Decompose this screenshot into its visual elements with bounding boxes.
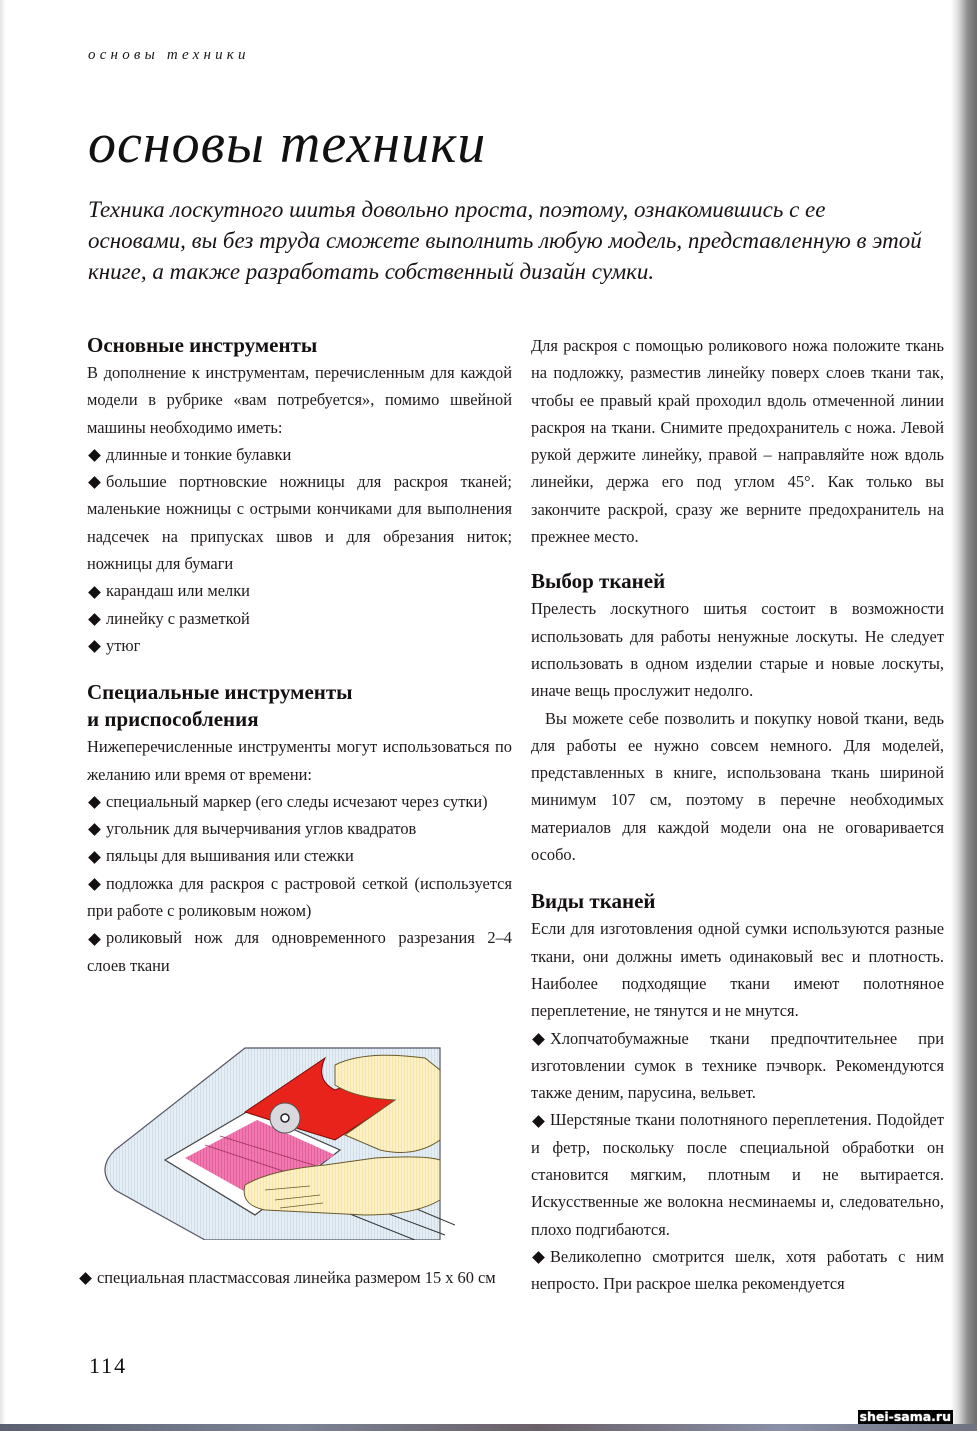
list-item: Шерстяные ткани полотняного переплетения. Подойдет и фетр, поскольку после специальной обработки он становится мягким, плотным и не вытирается. Искусственные же волокна несминаемы и, следовательно, плохо подгибаются. (531, 1110, 944, 1239)
heading-basic-tools: Основные инструменты (87, 333, 318, 357)
cutting-instructions-paragraph: Для раскроя с помощью роликового ножа положите ткань на подложку, разместив линейку поверх слоев ткани так, чтобы ее правый край проходил вдоль отмеченной линии раскроя на ткани. Снимите предохранитель с ножа. Левой рукой держите линейку, правой – направляйте нож вдоль линейки, держа его под углом 45°. Как только вы закончите раскрой, сразу же верните предохранитель на прежнее место. (531, 336, 944, 547)
section-basic-tools (87, 332, 512, 659)
list-item: роликовый нож для одновременного разрезания 2–4 слоев ткани (87, 928, 512, 975)
diamond-bullet-icon (88, 449, 101, 462)
page-gutter-shadow (951, 0, 977, 1431)
diamond-bullet-icon (88, 878, 101, 891)
diamond-bullet-icon (88, 824, 101, 837)
list-item: пяльцы для вышивания или стежки (87, 842, 512, 869)
special-tools-lead: Нижеперечисленные инструменты могут использоваться по желанию или время от времени: (87, 737, 512, 784)
diamond-bullet-icon (88, 851, 101, 864)
diamond-bullet-icon (532, 1033, 545, 1046)
left-column (87, 332, 512, 979)
diamond-bullet-icon (88, 933, 101, 946)
diamond-bullet-icon (88, 640, 101, 653)
list-item: Великолепно смотрится шелк, хотя работать с ним непросто. При раскрое шелка рекомендуется (531, 1246, 944, 1294)
list-item: специальный маркер (его следы исчезают через сутки) (87, 788, 512, 815)
running-head: основы техники (88, 47, 250, 63)
list-item: подложка для раскроя с растровой сеткой (используется при работе с роликовым ножом) (87, 873, 512, 921)
diamond-bullet-icon (88, 796, 101, 809)
heading-special-tools: Специальные инструменты и приспособления (87, 680, 353, 732)
basic-tools-lead: В дополнение к инструментам, перечисленным для каждой модели в рубрике «вам потребуется», помимо швейной машины необходимо иметь: (87, 363, 512, 437)
illustration-caption: специальная пластмассовая линейка размером 15 x 60 см (79, 1264, 511, 1291)
basic-tools-list (87, 441, 512, 659)
diamond-bullet-icon (79, 1272, 92, 1285)
section-fabric-choice (531, 568, 944, 868)
list-item: длинные и тонкие булавки (87, 441, 512, 468)
list-item: Хлопчатобумажные ткани предпочтительнее при изготовлении сумок в технике пэчворк. Рекомендуются также деним, парусина, вельвет. (531, 1028, 944, 1103)
heading-fabric-types: Виды тканей (531, 889, 656, 914)
fabric-types-list (531, 1025, 944, 1298)
page-number: 114 (89, 1353, 128, 1378)
list-item: линейку с разметкой (87, 605, 512, 632)
watermark: shei-sama.ru (859, 1409, 951, 1424)
special-tools-list (87, 788, 512, 979)
diamond-bullet-icon (88, 477, 101, 490)
right-column (531, 332, 944, 1298)
diamond-bullet-icon (532, 1251, 545, 1264)
heading-fabric-choice: Выбор тканей (531, 569, 666, 594)
intro-paragraph: Техника лоскутного шитья довольно проста, поэтому, ознакомившись с ее основами, вы без труда сможете выполнить любую модель, представленную в этой книге, а также разработать собственный дизайн сумки. (88, 197, 922, 284)
section-fabric-types (531, 888, 944, 1297)
fabric-choice-paragraph-2: Вы можете себе позволить и покупку новой ткани, ведь для работы ее нужно совсем немного. Для моделей, представленных в книге, использована ткань шириной минимум 107 см, поэтому в перечне необходимых материалов для каждой модели она не оговаривается особо. (531, 708, 944, 865)
page-title: основы техники (88, 113, 487, 175)
list-item: большие портновские ножницы для раскроя тканей; маленькие ножницы с острыми кончиками для выполнения надсечек на припусках швов и для обрезания ниток; ножницы для бумаги (87, 472, 512, 574)
fabric-choice-paragraph-1: Прелесть лоскутного шитья состоит в возможности использовать для работы ненужные лоскуты. Не следует использовать в одном изделии старые и новые лоскуты, иначе вещь прослужит недолго. (531, 599, 944, 701)
page-left-edge (0, 0, 6, 1431)
scan-bottom-edge (0, 1424, 977, 1431)
list-item: утюг (87, 632, 512, 659)
diamond-bullet-icon (532, 1115, 545, 1128)
rotary-cutter-illustration (95, 1040, 455, 1240)
diamond-bullet-icon (88, 613, 101, 626)
list-item: карандаш или мелки (87, 577, 512, 604)
list-item: угольник для вычерчивания углов квадратов (87, 815, 512, 842)
diamond-bullet-icon (88, 586, 101, 599)
fabric-types-lead: Если для изготовления одной сумки используются разные ткани, они должны иметь одинаковый вес и плотность. Наиболее подходящие ткани имеют полотняное переплетение, не тянутся и не мнутся. (531, 919, 944, 1021)
section-special-tools (87, 679, 512, 979)
